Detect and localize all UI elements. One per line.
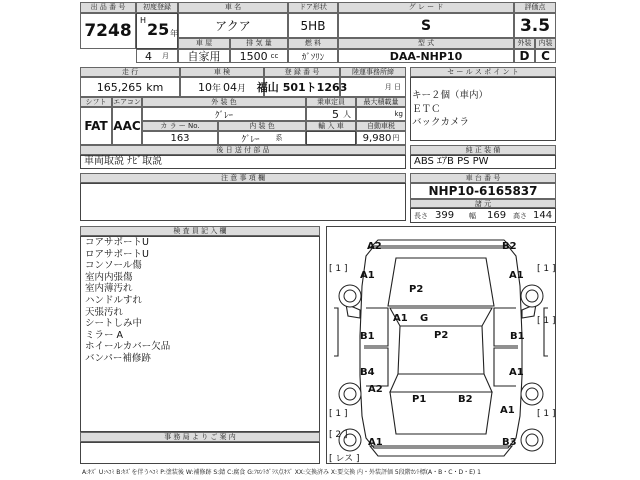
inspector-note-8: シートしみ中 [85,318,143,330]
first-reg-box [136,13,178,49]
bracket-left-top: [ 1 ] [329,264,348,274]
grade-label: グ レ ー ド [338,2,514,13]
notes-box [80,183,406,221]
body-type-label: 車 屋 [178,38,230,49]
plate-no: 501ト1263 [282,81,348,94]
bracket-res: [ レス ] [329,454,360,464]
lot-no: 7248 [80,13,136,49]
dims-box [410,208,556,223]
body-type: 自家用 [178,49,230,63]
inspector-note-5: 室内薄汚れ [85,283,133,295]
transfer-md: 月 日 [340,77,406,97]
inspector-note-7: 天張汚れ [85,306,124,318]
height-label: 高さ [513,212,527,220]
door-label: ドア形状 [288,2,338,13]
tax-cell [356,131,406,145]
int-grade: C [535,49,556,63]
mark-fr-fender: A1 [509,270,524,281]
lot-no-label: 出 品 番 号 [80,2,136,13]
ext-grade: D [514,49,535,63]
inspector-note-1: コアサポートU [85,237,149,248]
month-suffix: 月 [162,52,169,60]
mark-roof: P2 [434,330,449,341]
capacity: 5 [332,107,339,121]
mark-front-right-corner: B2 [502,241,517,252]
tax-label: 自動車税 [356,121,406,131]
height: 144 [533,210,553,221]
mark-rl-quarter: A2 [368,384,383,395]
mark-left-rear-door: B4 [360,367,375,378]
inspection-cell [180,77,264,97]
inspector-note-11: バンパー補修跡 [85,353,151,364]
capacity-label: 乗車定員 [306,97,356,107]
sales-point-1: キー２個（車内） [412,90,489,101]
shift-label: シフト [80,97,112,107]
width: 169 [487,210,507,221]
model-label: 型 式 [338,38,514,49]
mark-hood: P2 [409,284,424,295]
color-no: 163 [142,131,218,145]
mark-rear-left: A1 [368,437,383,448]
score: 3.5 [514,13,556,38]
inspector-note-4: 室内内張傷 [85,271,133,283]
mark-right-front-door: B1 [510,331,525,342]
first-reg-label: 初度登録 [136,2,178,13]
plate-label: 登 録 番 号 [264,67,340,77]
sales-point-2: ＥＴＣ [412,104,441,115]
interior-color-cell [218,131,306,145]
transfer-label: 陸運事務所締 [340,67,406,77]
shift: FAT [80,107,112,145]
inspector-note-9: ミラー A [85,329,124,341]
load-unit: kg [356,107,406,121]
width-label: 幅 [469,212,476,220]
length-label: 長さ [414,212,428,220]
int-label: 内装 [535,38,556,49]
mark-front-left-corner: A2 [367,241,382,252]
bracket-right-mid: [ 1 ] [537,316,556,326]
plate-cell [256,77,348,97]
inspector-note-2: ロアサポートU [85,248,149,260]
plate-region: 福山 [256,81,279,94]
grade: S [338,13,514,38]
year-suffix: 年 [170,29,178,38]
inspection-label: 車 検 [180,67,264,77]
reg-year: 25 [147,20,170,39]
ac: AAC [112,107,142,145]
mileage-unit: km [146,80,164,94]
mileage: 165,265 [96,80,143,94]
mark-center-left: A1 [393,313,408,324]
mark-glass: G [420,313,429,324]
inspection-year-suffix: 年 [211,83,221,94]
bracket-left-low: [ 1 ] [329,409,348,419]
mark-trunk-left: P1 [412,394,427,405]
reg-month: 4 [145,49,152,63]
mark-rear-right: B3 [502,437,517,448]
mark-rr-quarter: A1 [500,405,515,416]
color-no-label: カ ラ ー No. [142,121,218,131]
capacity-unit: 人 [343,109,351,119]
import-box [306,131,356,145]
mileage-cell [80,77,180,97]
tax-unit: 円 [392,134,400,142]
displacement-cell [230,49,288,63]
car-name: アクア [178,13,288,38]
model: DAA-NHP10 [338,49,514,63]
length: 399 [435,210,455,221]
displacement: 1500 [239,49,268,63]
interior-color-label: 内 装 色 [218,121,306,131]
displacement-unit: cc [270,52,279,60]
chassis-label: 車 台 番 号 [410,173,556,183]
mark-left-front-door: B1 [360,331,375,342]
car-name-label: 車 名 [178,2,288,13]
bracket-2: [ 2 ] [329,430,348,440]
displacement-label: 排 気 量 [230,38,288,49]
fuel: ｶﾞｿﾘﾝ [288,49,338,63]
load-label: 最大積載量 [356,97,406,107]
inspector-label: 検 査 員 記 入 欄 [80,226,320,236]
exterior-color-label: 外 装 色 [142,97,306,107]
car-diagram [326,226,556,464]
inspector-note-6: ハンドルすれ [85,295,143,306]
exterior-color: ｸﾞﾚｰ [142,107,306,121]
sales-point-3: バックカメラ [412,117,470,128]
capacity-cell [306,107,356,121]
score-label: 評価点 [514,2,556,13]
inspector-note-10: ホイールカバー欠品 [85,341,171,353]
inspection-month-suffix: 月 [237,83,247,94]
mark-fl-fender: A1 [360,270,375,281]
dims-label: 諸 元 [410,199,556,208]
legend: A:ｷｽﾞ U:ﾍｺﾐ B:ｷｽﾞを伴うﾍｺﾐ P:塗装後 W:補修跡 S:錆 C:腐食 G:ﾌﾛﾝﾄｶﾞﾗｽ点ｷｽﾞ XX:交換済み X:要交換 内・外装評価 5段階ｶﾝﾄ標(A・B・C・D・E) 1 [82,469,481,476]
era: H [140,16,147,25]
import-label: 輸 入 車 [306,121,356,131]
sales-point-label: セ ー ル ス ポ イ ン ト [410,67,556,77]
reg-month-cell [136,49,178,63]
door: 5HB [288,13,338,38]
tax: 9,980 [362,132,392,144]
aftermarket: 車両取説 ﾅﾋﾞ取説 [84,156,163,167]
office-label: 事 務 局 よ り ご 案 内 [80,432,320,442]
interior-color: ｸﾞﾚｰ [241,134,260,145]
mileage-label: 走 行 [80,67,180,77]
equipment-label: 純 正 装 備 [410,145,556,155]
bracket-right-low: [ 1 ] [537,409,556,419]
office-box [80,442,320,464]
interior-color-suffix: 系 [275,134,283,142]
equipment: ABS ｴｱB PS PW [414,156,489,167]
mark-trunk-right: B2 [458,394,473,405]
fuel-label: 燃 料 [288,38,338,49]
notes-label: 注 意 事 項 欄 [80,173,406,183]
inspection-month: 04 [223,80,237,94]
chassis: NHP10-6165837 [410,183,556,199]
aftermarket-label: 後 日 送 付 部 品 [80,145,406,155]
bracket-right-top: [ 1 ] [537,264,556,274]
inspector-note-3: コンソール傷 [85,260,142,272]
ext-label: 外装 [514,38,535,49]
ac-label: エアコン [113,98,141,106]
inspection-year: 10 [197,80,212,94]
mark-right-rear-door: A1 [509,367,524,378]
